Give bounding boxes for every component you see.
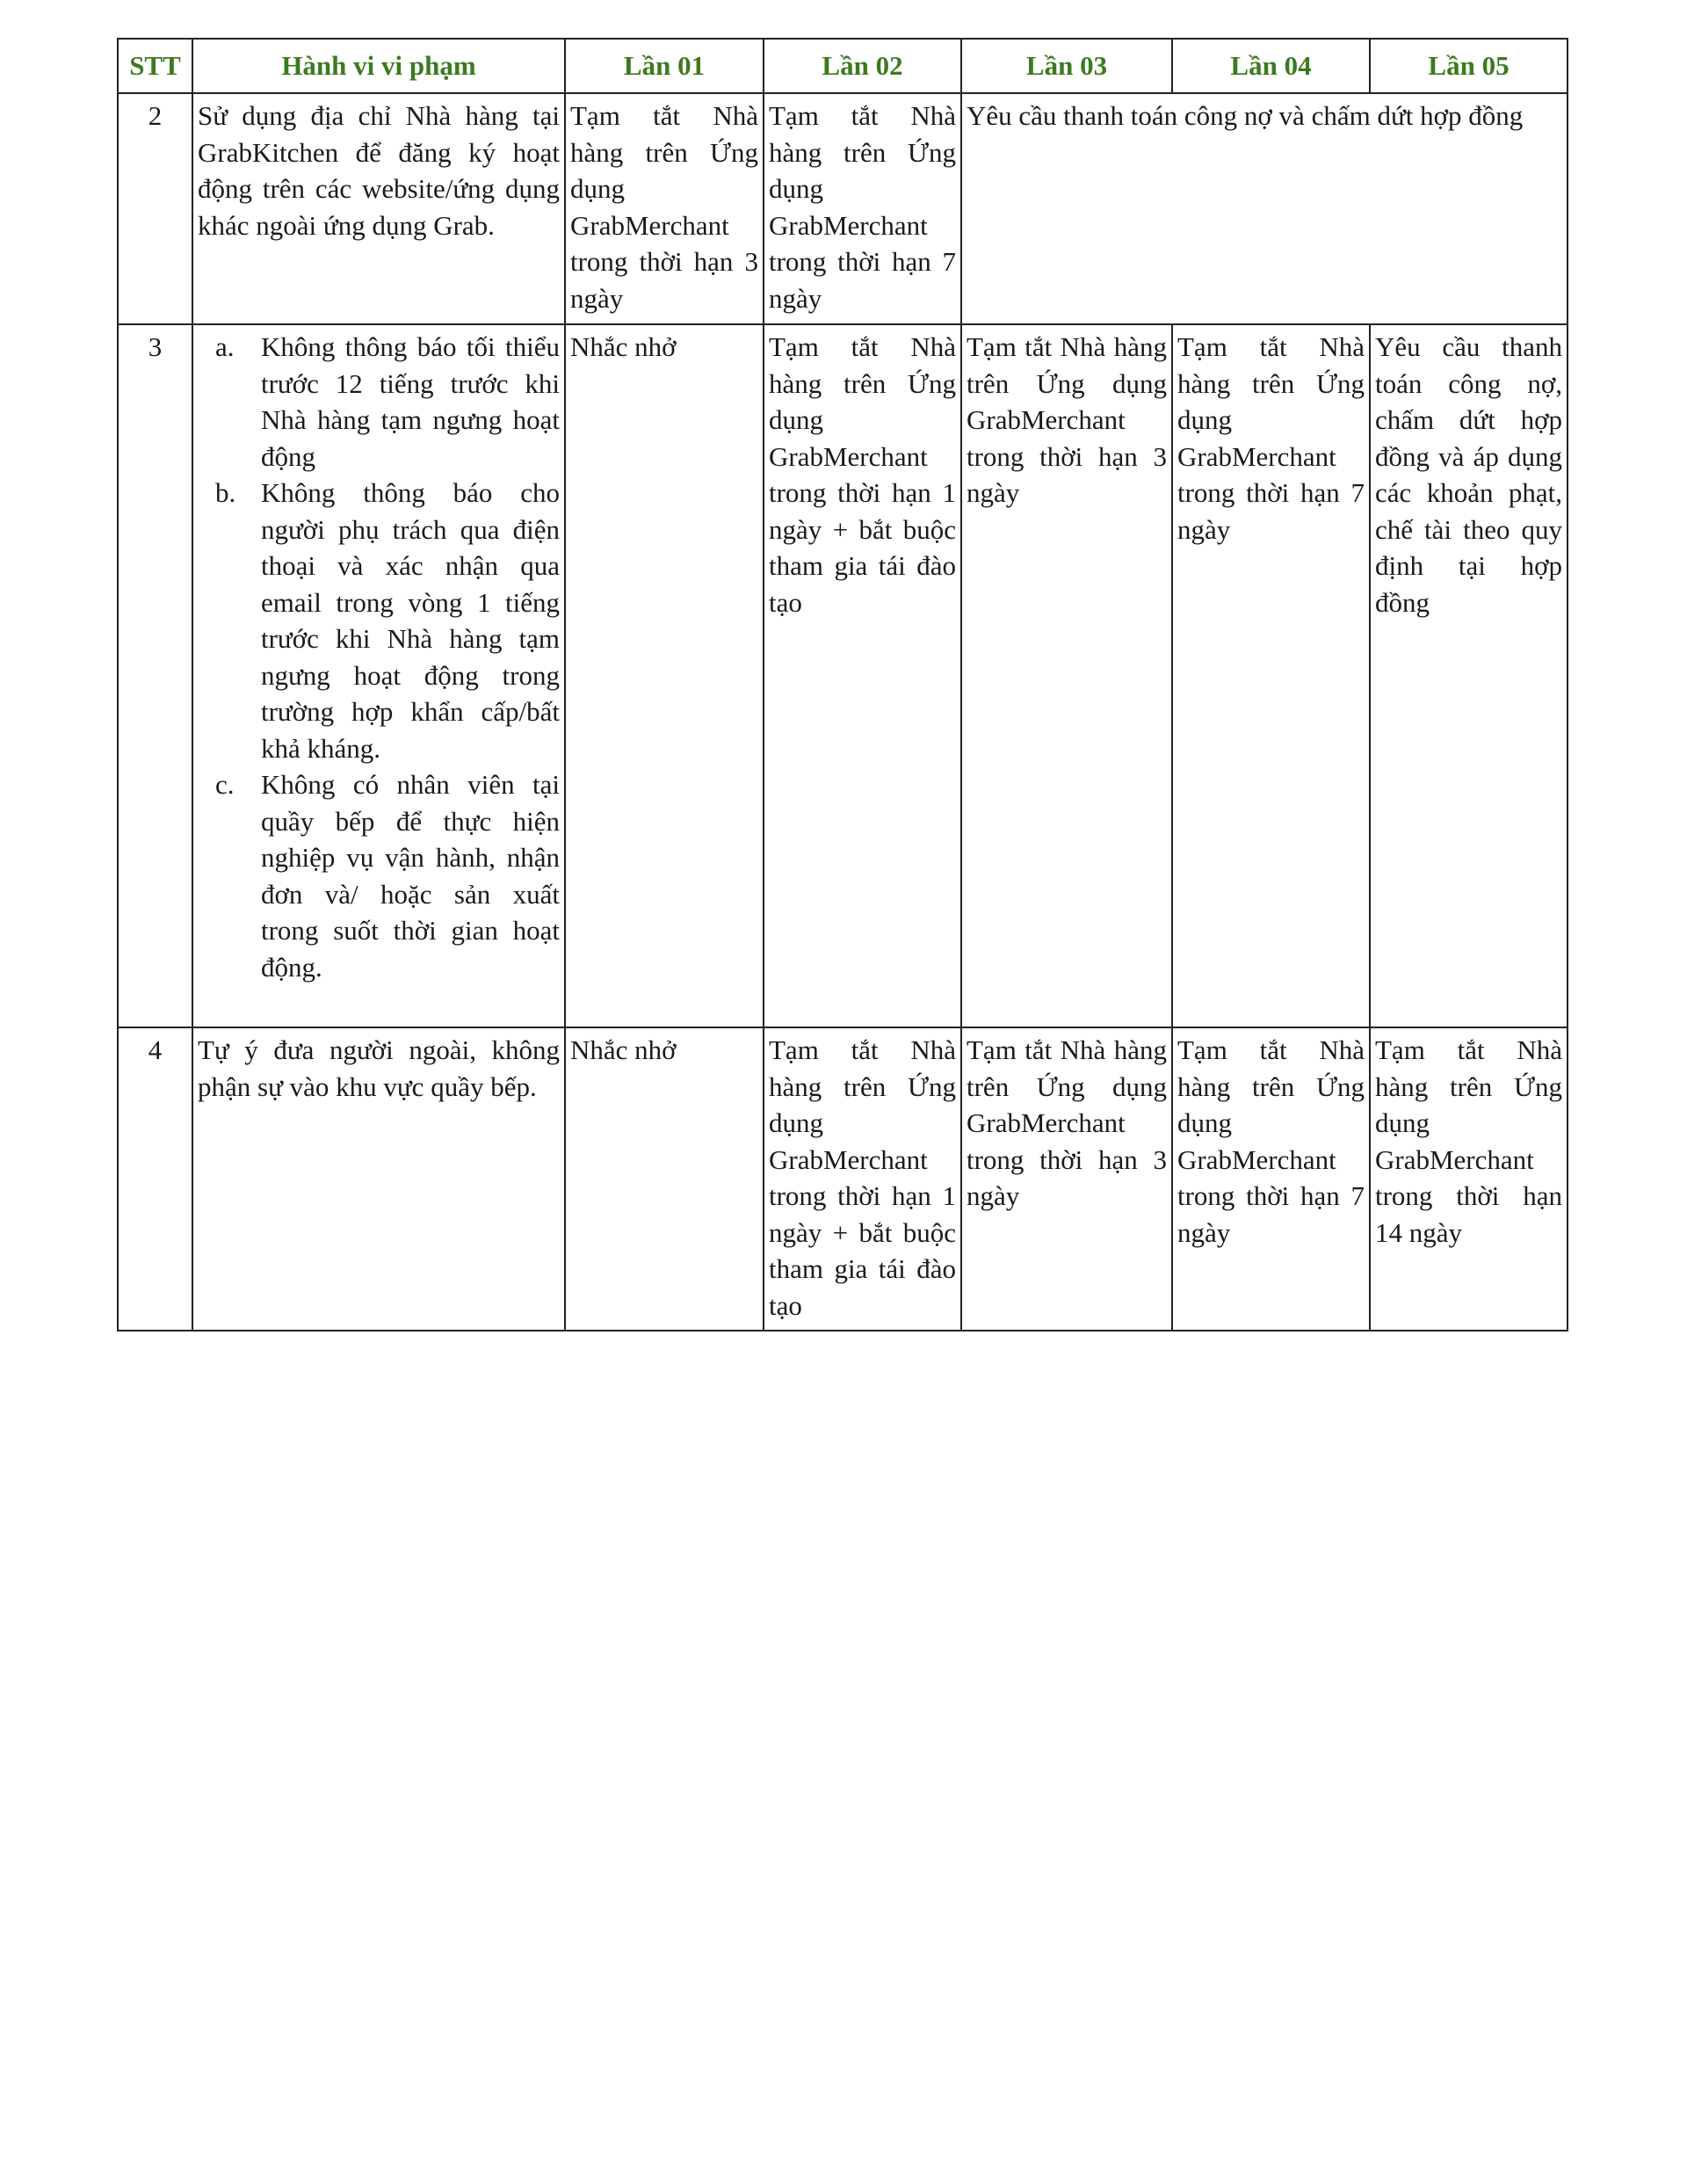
list-item-marker: a. bbox=[215, 331, 235, 362]
row-time-4: Tạm tắt Nhà hàng trên Ứng dụng GrabMerchant trong thời hạn 7 ngày bbox=[1172, 324, 1370, 1027]
row-time-1: Nhắc nhở bbox=[565, 324, 764, 1027]
list-item-text: Không có nhân viên tại quầy bếp để thực hiện nghiệp vụ vận hành, nhận đơn và/ hoặc sản xuất trong suốt thời gian hoạt động. bbox=[261, 769, 560, 983]
list-item bbox=[198, 766, 560, 985]
table-row bbox=[118, 93, 1568, 324]
list-item bbox=[198, 329, 560, 475]
table-body bbox=[118, 93, 1568, 1331]
header-violation: Hành vi vi phạm bbox=[192, 39, 565, 93]
row-time-3-to-5: Yêu cầu thanh toán công nợ và chấm dứt hợp đồng bbox=[961, 93, 1568, 324]
row-time-1: Nhắc nhở bbox=[565, 1027, 764, 1331]
row-violation: Sử dụng địa chỉ Nhà hàng tại GrabKitchen để đăng ký hoạt động trên các website/ứng dụng khác ngoài ứng dụng Grab. bbox=[192, 93, 565, 324]
row-time-5: Yêu cầu thanh toán công nợ, chấm dứt hợp đồng và áp dụng các khoản phạt, chế tài theo quy định tại hợp đồng bbox=[1370, 324, 1568, 1027]
header-time-2: Lần 02 bbox=[764, 39, 961, 93]
row-time-1: Tạm tắt Nhà hàng trên Ứng dụng GrabMerchant trong thời hạn 3 ngày bbox=[565, 93, 764, 324]
list-item-marker: b. bbox=[215, 477, 236, 508]
penalty-table bbox=[117, 38, 1568, 1331]
header-time-1: Lần 01 bbox=[565, 39, 764, 93]
row-stt: 2 bbox=[118, 93, 192, 324]
row-time-3: Tạm tắt Nhà hàng trên Ứng dụng GrabMerchant trong thời hạn 3 ngày bbox=[961, 1027, 1172, 1331]
table-row bbox=[118, 324, 1568, 1027]
list-item-text: Không thông báo tối thiểu trước 12 tiếng trước khi Nhà hàng tạm ngưng hoạt động bbox=[261, 331, 560, 472]
row-stt: 3 bbox=[118, 324, 192, 1027]
document-page bbox=[117, 38, 1567, 1331]
row-time-5: Tạm tắt Nhà hàng trên Ứng dụng GrabMerchant trong thời hạn 14 ngày bbox=[1370, 1027, 1568, 1331]
header-time-4: Lần 04 bbox=[1172, 39, 1370, 93]
violation-list bbox=[198, 329, 560, 985]
row-violation: Tự ý đưa người ngoài, không phận sự vào khu vực quầy bếp. bbox=[192, 1027, 565, 1331]
row-time-4: Tạm tắt Nhà hàng trên Ứng dụng GrabMerchant trong thời hạn 7 ngày bbox=[1172, 1027, 1370, 1331]
header-time-5: Lần 05 bbox=[1370, 39, 1568, 93]
list-item-marker: c. bbox=[215, 769, 235, 800]
table-row bbox=[118, 1027, 1568, 1331]
row-time-2: Tạm tắt Nhà hàng trên Ứng dụng GrabMerchant trong thời hạn 7 ngày bbox=[764, 93, 961, 324]
row-time-2: Tạm tắt Nhà hàng trên Ứng dụng GrabMerchant trong thời hạn 1 ngày + bắt buộc tham gia tái đào tạo bbox=[764, 324, 961, 1027]
header-stt: STT bbox=[118, 39, 192, 93]
table-header bbox=[118, 39, 1568, 93]
row-time-2: Tạm tắt Nhà hàng trên Ứng dụng GrabMerchant trong thời hạn 1 ngày + bắt buộc tham gia tái đào tạo bbox=[764, 1027, 961, 1331]
row-violation bbox=[192, 324, 565, 1027]
row-stt: 4 bbox=[118, 1027, 192, 1331]
list-item bbox=[198, 475, 560, 766]
header-row bbox=[118, 39, 1568, 93]
row-time-3: Tạm tắt Nhà hàng trên Ứng dụng GrabMerchant trong thời hạn 3 ngày bbox=[961, 324, 1172, 1027]
header-time-3: Lần 03 bbox=[961, 39, 1172, 93]
list-item-text: Không thông báo cho người phụ trách qua điện thoại và xác nhận qua email trong vòng 1 tiếng trước khi Nhà hàng tạm ngưng hoạt động trong trường hợp khẩn cấp/bất khả kháng. bbox=[261, 477, 560, 764]
